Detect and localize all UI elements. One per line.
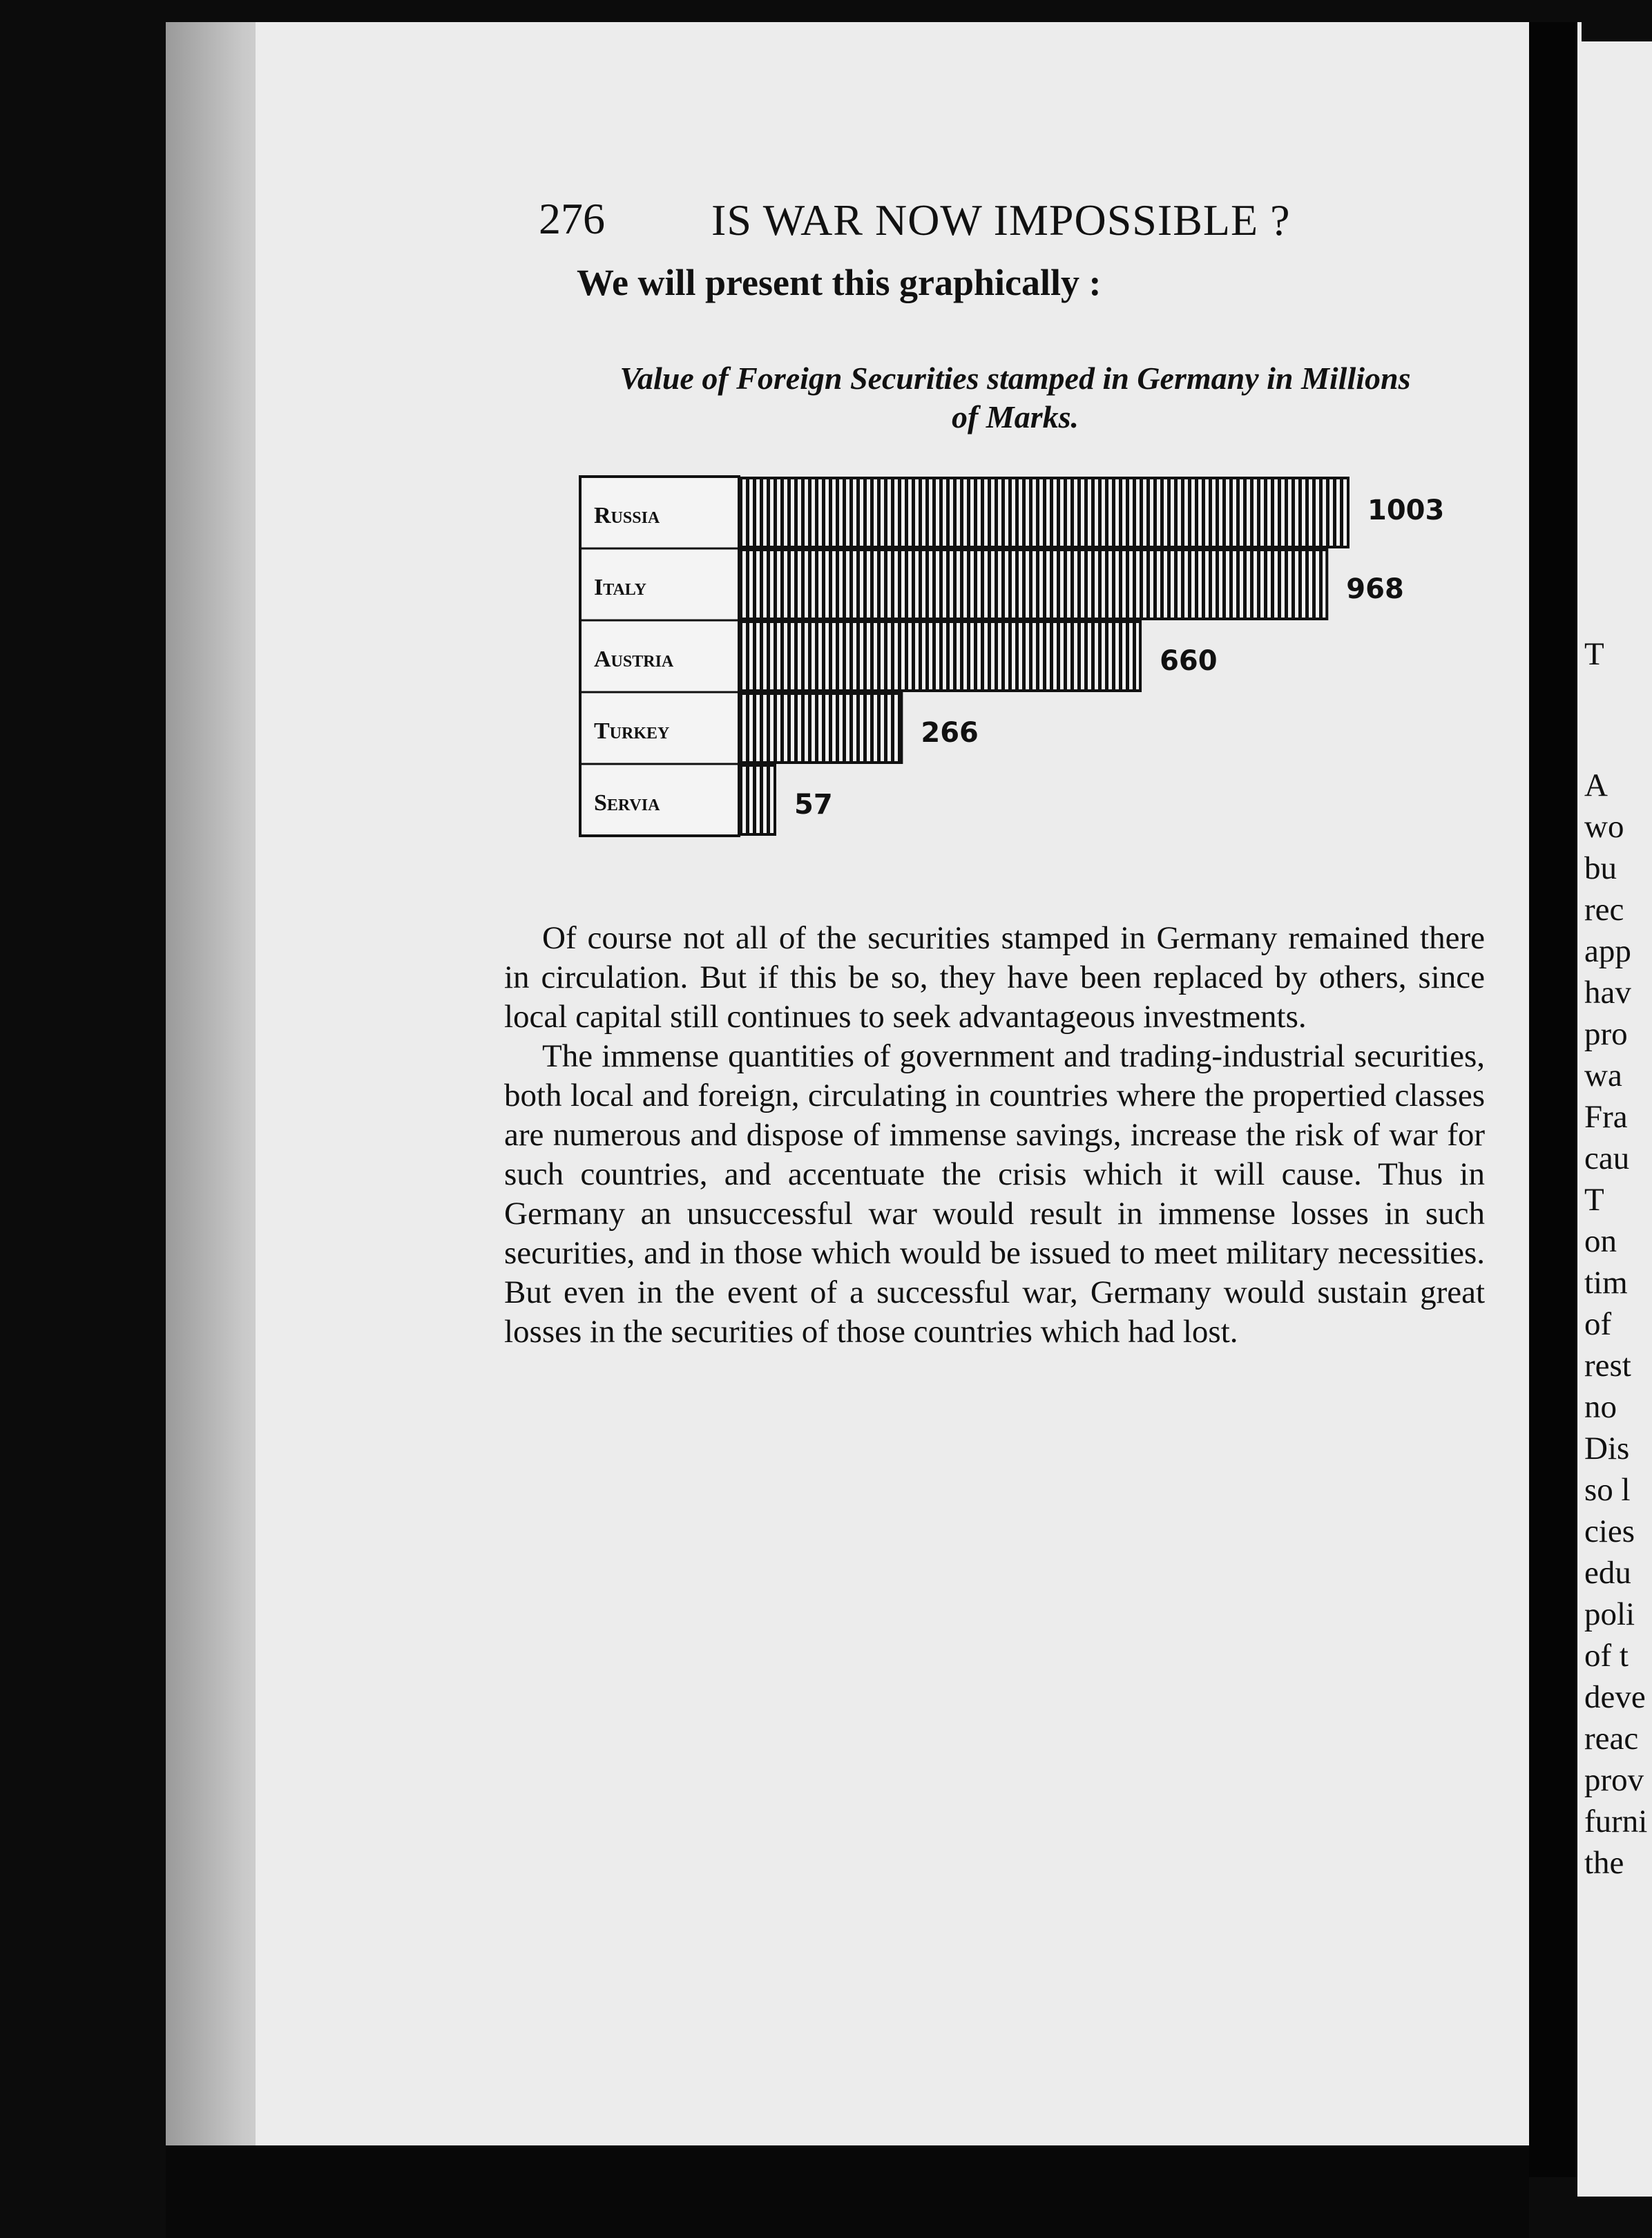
- page-title: IS WAR NOW IMPOSSIBLE ?: [711, 195, 1291, 245]
- category-label: Austria: [594, 647, 674, 672]
- right-page-fragment: Fra: [1584, 1099, 1628, 1135]
- right-page-fragment: on: [1584, 1223, 1617, 1259]
- right-page-fragment: so l: [1584, 1472, 1631, 1508]
- bar: [740, 694, 901, 763]
- body-paragraph: Of course not all of the securities stamped in Germany remained there in circulation. But if this be so, they have been replaced by others, since local capital still continues to seek advantageous investments.: [504, 920, 1485, 1035]
- running-head: [539, 186, 1367, 256]
- right-page-fragment: cies: [1584, 1513, 1635, 1549]
- book-gutter: [1529, 22, 1577, 2177]
- right-page-fragment: of t: [1584, 1638, 1629, 1674]
- right-page-fragment: the: [1584, 1845, 1624, 1881]
- category-label: Italy: [594, 575, 646, 600]
- bar: [740, 622, 1140, 691]
- right-page-fragment: pro: [1584, 1016, 1628, 1052]
- right-page-fragment: app: [1584, 933, 1631, 969]
- right-page-fragment: A: [1584, 767, 1608, 803]
- right-page-text-fragments: [1577, 41, 1652, 2197]
- value-label: 660: [1160, 645, 1218, 677]
- value-label: 1003: [1367, 495, 1445, 526]
- right-page-fragment: T: [1584, 1182, 1604, 1218]
- right-page-fragment: edu: [1584, 1555, 1631, 1591]
- right-page-fragment: tim: [1584, 1265, 1628, 1301]
- right-page-fragment: poli: [1584, 1596, 1635, 1632]
- right-page-fragment: reac: [1584, 1721, 1639, 1757]
- right-page-fragment: Dis: [1584, 1431, 1630, 1466]
- right-page-fragment: bu: [1584, 850, 1617, 886]
- scan-bottom-edge: [166, 2145, 1529, 2238]
- value-label: 266: [921, 717, 979, 749]
- right-page-fragment: no: [1584, 1389, 1617, 1425]
- chart-caption: [566, 359, 1464, 437]
- right-page-fragment: rest: [1584, 1348, 1631, 1384]
- right-page-fragment: hav: [1584, 975, 1631, 1011]
- right-page-fragment: T: [1584, 636, 1604, 672]
- chart-caption-line-1: Value of Foreign Securities stamped in Germany in Millions: [620, 361, 1411, 396]
- right-page-fragment: rec: [1584, 892, 1624, 928]
- bar-chart: [566, 463, 1464, 877]
- category-label: Servia: [594, 790, 660, 816]
- page-number: 276: [539, 194, 605, 243]
- right-page-fragment: prov: [1584, 1762, 1644, 1798]
- bar: [740, 550, 1327, 619]
- category-label: Russia: [594, 503, 660, 528]
- bar: [740, 765, 775, 834]
- right-page-fragment: wo: [1584, 809, 1624, 845]
- right-page: [1577, 41, 1652, 2197]
- body-paragraph: The immense quantities of government and trading-industrial securities, both local and foreign, circulating in countries where the propertied classes are numerous and dispose of immense savings, increase the risk of war for such countries, and accentuate the crisis which it will cause. Thus in Germany an unsuccessful war would result in immense losses in such securities, and in those which would be issued to meet military necessities. But even in the event of a successful war, Germany would sustain great losses in the securities of those countries which had lost.: [504, 1038, 1485, 1350]
- right-page-fragment: furni: [1584, 1804, 1648, 1839]
- value-label: 57: [794, 789, 833, 821]
- chart-caption-line-2: of Marks.: [951, 399, 1079, 434]
- bar: [740, 478, 1348, 547]
- right-page-fragment: of: [1584, 1306, 1612, 1342]
- category-label: Turkey: [594, 718, 670, 744]
- right-page-fragment: wa: [1584, 1058, 1622, 1093]
- right-page-fragment: cau: [1584, 1140, 1630, 1176]
- body-text: [504, 919, 1485, 1352]
- value-label: 968: [1346, 573, 1404, 605]
- right-page-fragment: deve: [1584, 1679, 1646, 1715]
- intro-sentence: We will present this graphically :: [577, 262, 1102, 303]
